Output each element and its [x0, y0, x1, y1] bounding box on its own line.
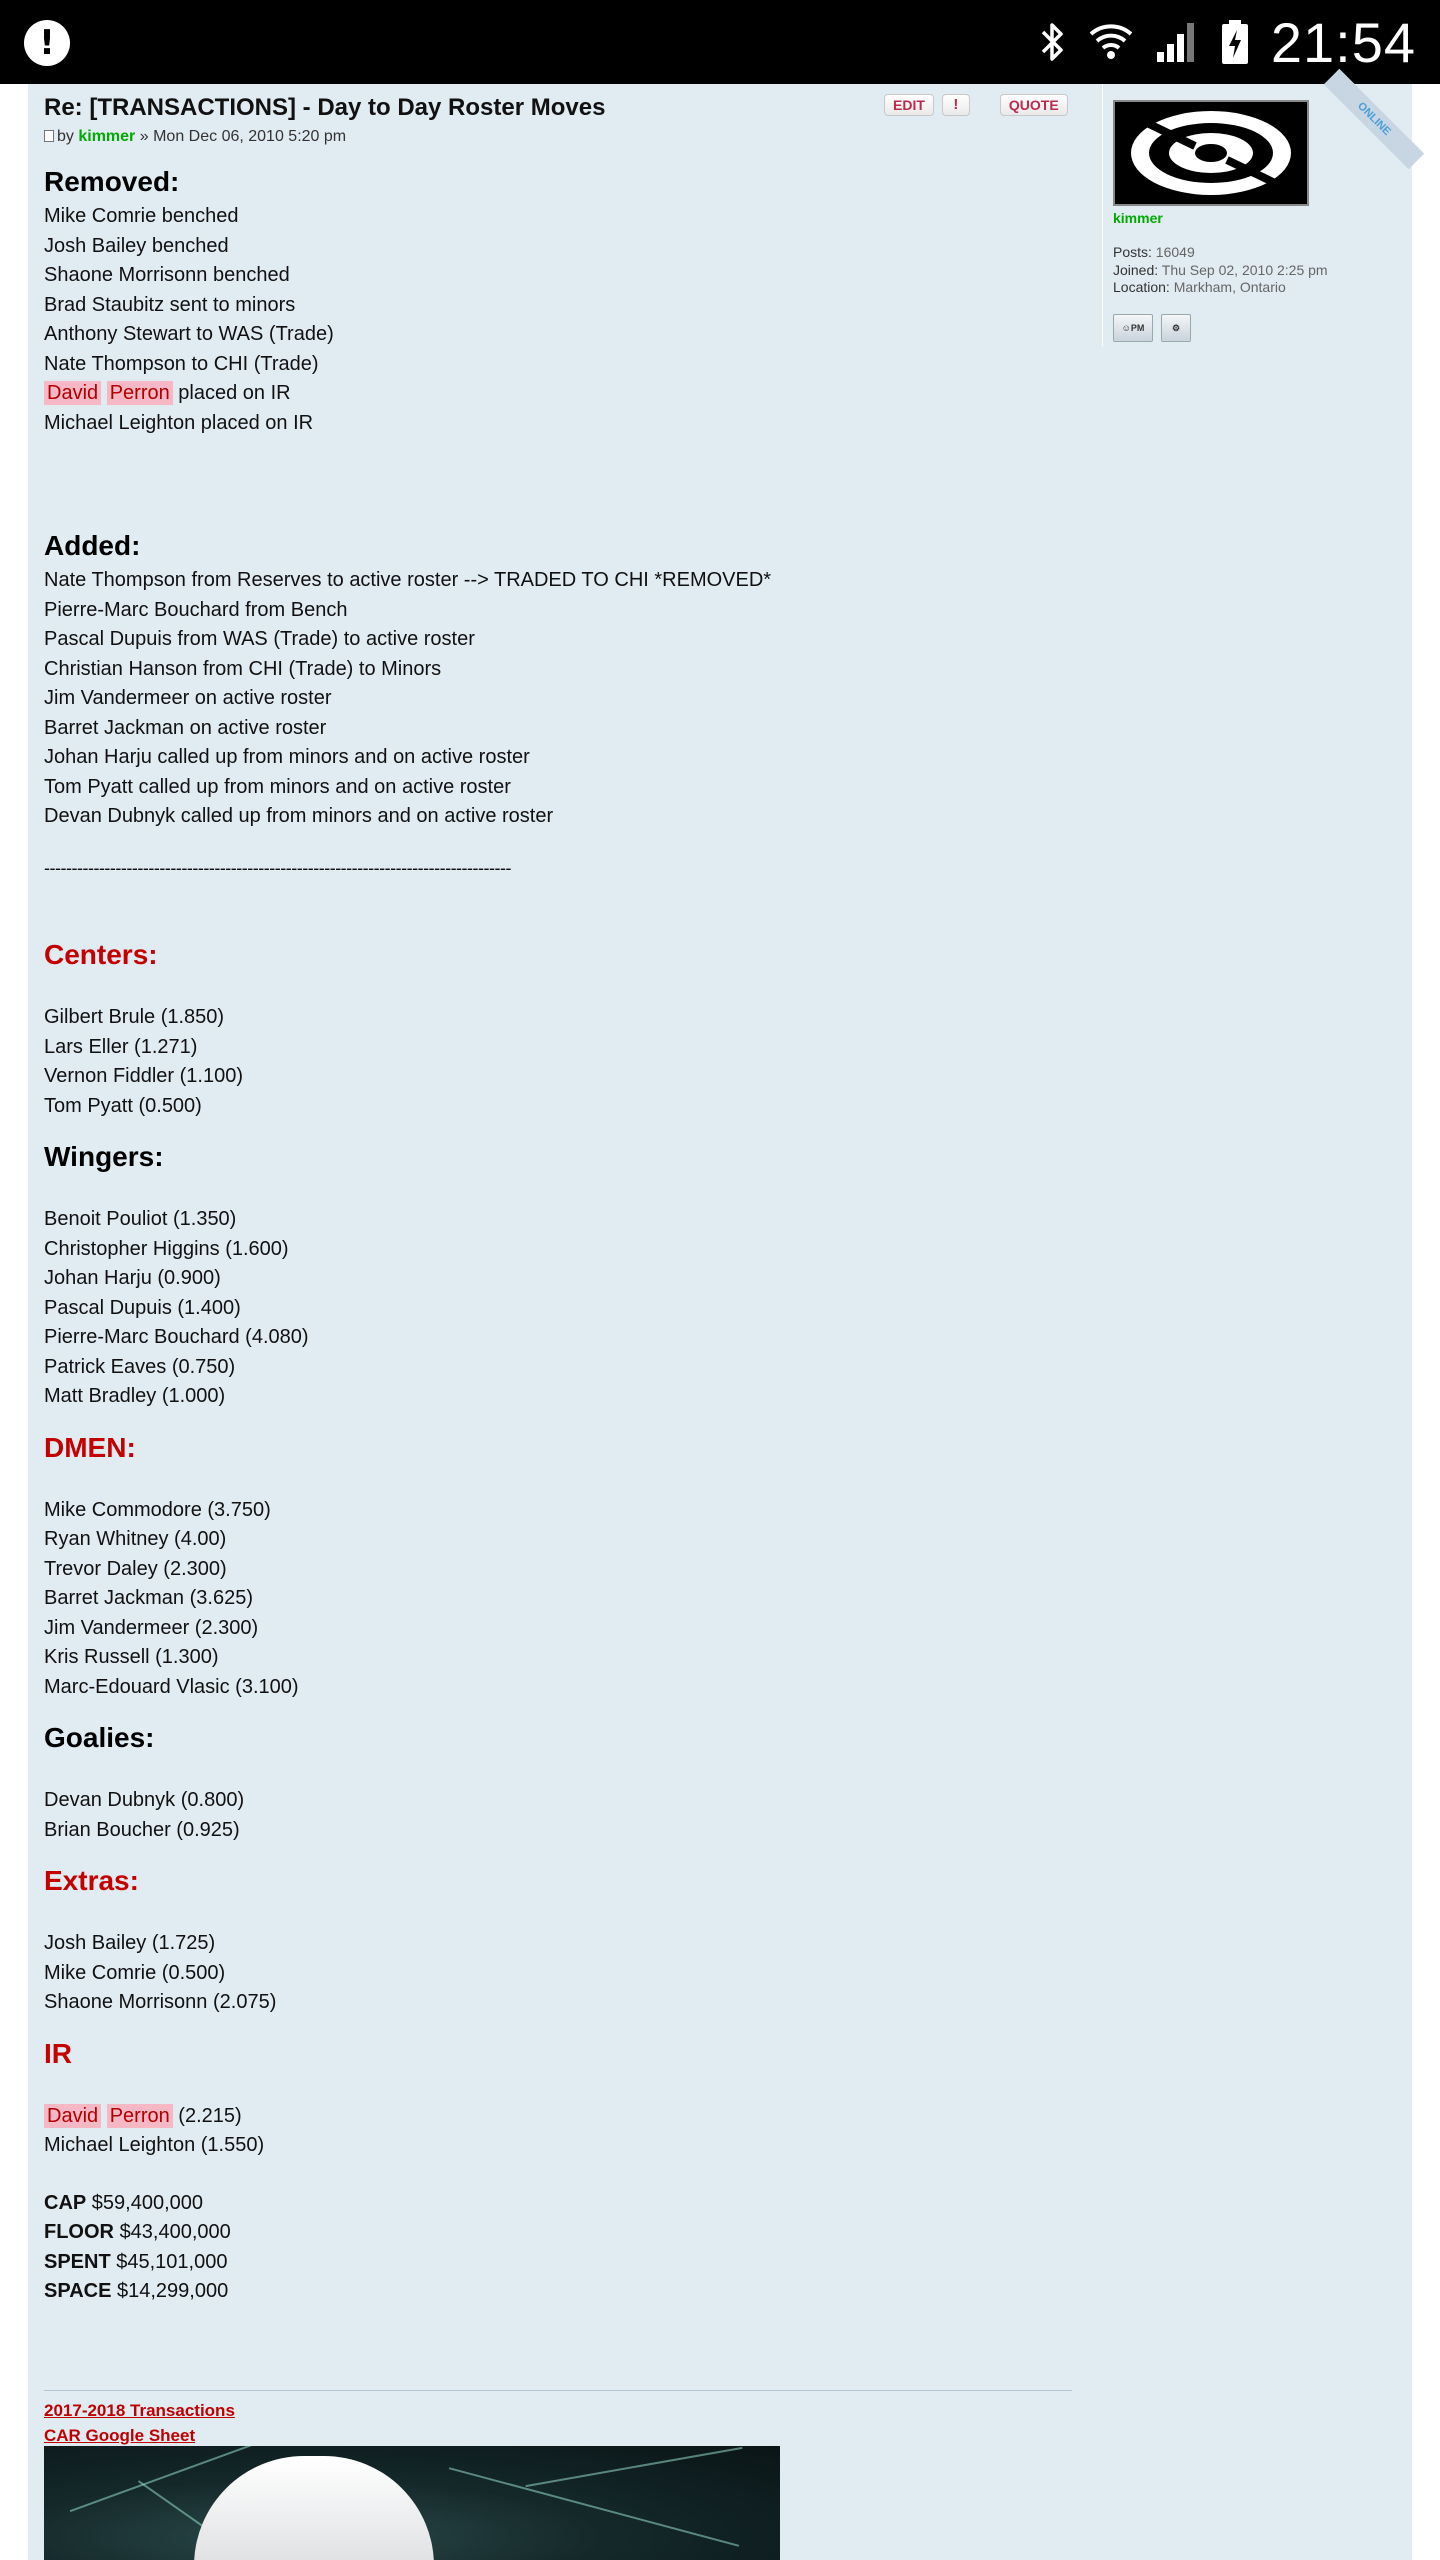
list-item: Brad Staubitz sent to minors — [44, 293, 296, 316]
post-icon[interactable] — [44, 130, 54, 142]
removed-heading: Removed: — [44, 166, 180, 197]
globe-user-icon: ⚙ — [1171, 323, 1181, 333]
added-heading: Added: — [44, 530, 141, 561]
wifi-icon — [1089, 22, 1133, 62]
search-highlight: David — [44, 381, 101, 405]
list-item: Brian Boucher (0.925) — [44, 1818, 240, 1841]
status-bar — [0, 0, 1440, 84]
pm-button[interactable]: ☺PM — [1113, 314, 1153, 342]
list-item: Tom Pyatt called up from minors and on active roster — [44, 775, 511, 798]
profile-username[interactable]: kimmer — [1113, 210, 1163, 226]
search-highlight: Perron — [107, 381, 173, 405]
list-item: Shaone Morrisonn (2.075) — [44, 1991, 277, 2013]
space-line: SPACE $14,299,000 — [44, 2280, 229, 2302]
post-author-link[interactable]: kimmer — [78, 128, 136, 145]
list-item: Johan Harju called up from minors and on active roster — [44, 746, 530, 768]
clock: 21:54 — [1270, 10, 1416, 74]
helmet-graphic — [194, 2456, 434, 2560]
battery-charging-icon — [1221, 18, 1249, 66]
profile-stats: Posts: 16049 Joined: Thu Sep 02, 2010 2:25 pm Location: Markham, Ontario — [1113, 244, 1328, 295]
alert-icon: ! — [24, 20, 70, 66]
transactions-link[interactable]: 2017-2018 Transactions — [44, 2401, 235, 2420]
online-badge: ONLINE — [1324, 69, 1424, 169]
signal-icon — [1155, 20, 1199, 64]
list-item: Christian Hanson from CHI (Trade) to Minors — [44, 657, 442, 680]
list-item: Ryan Whitney (4.00) — [44, 1528, 227, 1550]
list-item: Devan Dubnyk (0.800) — [44, 1789, 245, 1811]
list-item: Mike Comrie benched — [44, 205, 239, 227]
website-button[interactable] — [1161, 314, 1191, 342]
hurricanes-logo-icon — [1115, 102, 1307, 204]
list-item: Trevor Daley (2.300) — [44, 1557, 227, 1580]
list-item: Lars Eller (1.271) — [44, 1035, 198, 1058]
list-item: Patrick Eaves (0.750) — [44, 1355, 236, 1378]
list-item: David Perron (2.215) — [44, 2102, 1100, 2132]
list-item: Mike Commodore (3.750) — [44, 1498, 271, 1521]
list-item: Mike Comrie (0.500) — [44, 1961, 226, 1984]
list-item: Matt Bradley (1.000) — [44, 1385, 226, 1407]
list-item: Johan Harju (0.900) — [44, 1267, 221, 1289]
list-item: Devan Dubnyk called up from minors and on active roster — [44, 805, 554, 827]
signature-image — [44, 2446, 780, 2560]
list-item: Vernon Fiddler (1.100) — [44, 1065, 244, 1087]
user-profile — [1102, 84, 1412, 346]
list-item: Josh Bailey benched — [44, 234, 229, 257]
spent-line: SPENT $45,101,000 — [44, 2250, 228, 2273]
signature-links — [44, 2398, 235, 2448]
search-highlight: David — [44, 2104, 101, 2128]
list-item: Barret Jackman on active roster — [44, 716, 327, 739]
post-title[interactable]: Re: [TRANSACTIONS] - Day to Day Roster Moves — [44, 94, 606, 121]
floor-line: FLOOR $43,400,000 — [44, 2221, 231, 2243]
bluetooth-icon — [1039, 20, 1067, 64]
list-item: Pascal Dupuis from WAS (Trade) to active roster — [44, 628, 475, 650]
status-icons — [1039, 0, 1416, 84]
list-item: Gilbert Brule (1.850) — [44, 1006, 225, 1028]
list-item: Shaone Morrisonn benched — [44, 264, 290, 286]
list-item: Michael Leighton placed on IR — [44, 411, 314, 434]
post-date: Mon Dec 06, 2010 5:20 pm — [153, 128, 347, 145]
edit-button[interactable]: EDIT — [884, 94, 934, 116]
quote-button[interactable]: QUOTE — [1000, 94, 1068, 116]
list-item: Nate Thompson to CHI (Trade) — [44, 352, 319, 375]
dmen-heading: DMEN: — [44, 1431, 136, 1463]
cap-line: CAP $59,400,000 — [44, 2191, 204, 2214]
list-item: Jim Vandermeer (2.300) — [44, 1616, 259, 1639]
wingers-heading: Wingers: — [44, 1141, 164, 1172]
list-item: Pascal Dupuis (1.400) — [44, 1296, 241, 1319]
post-meta: by kimmer » Mon Dec 06, 2010 5:20 pm — [44, 128, 346, 146]
signature-divider — [44, 2390, 1072, 2391]
extras-heading: Extras: — [44, 1865, 139, 1896]
list-item: Pierre-Marc Bouchard (4.080) — [44, 1326, 309, 1348]
list-item: Christopher Higgins (1.600) — [44, 1237, 289, 1260]
list-item: Kris Russell (1.300) — [44, 1646, 219, 1668]
post-buttons — [884, 94, 1068, 116]
list-item: Josh Bailey (1.725) — [44, 1932, 216, 1954]
list-item: Michael Leighton (1.550) — [44, 2134, 265, 2156]
avatar[interactable] — [1113, 100, 1309, 206]
list-item: Marc-Edouard Vlasic (3.100) — [44, 1675, 299, 1698]
list-item: Barret Jackman (3.625) — [44, 1587, 253, 1609]
list-item: Jim Vandermeer on active roster — [44, 687, 332, 709]
list-item: Tom Pyatt (0.500) — [44, 1094, 202, 1117]
list-item: David Perron placed on IR — [44, 379, 1100, 409]
ir-heading: IR — [44, 2037, 72, 2069]
forum-post — [28, 84, 1412, 2560]
goalies-heading: Goalies: — [44, 1722, 155, 1753]
list-item: Benoit Pouliot (1.350) — [44, 1208, 237, 1230]
list-item: Pierre-Marc Bouchard from Bench — [44, 598, 348, 621]
search-highlight: Perron — [107, 2104, 173, 2128]
report-button[interactable]: ! — [942, 94, 970, 116]
user-icon: ☺ — [1121, 323, 1131, 333]
list-item: Nate Thompson from Reserves to active roster --> TRADED TO CHI *REMOVED* — [44, 569, 772, 591]
divider: ------------------------------------------------------------------------------------- — [44, 857, 512, 878]
post-content — [44, 162, 1100, 2307]
list-item: Anthony Stewart to WAS (Trade) — [44, 323, 334, 345]
profile-buttons — [1113, 314, 1191, 342]
centers-heading: Centers: — [44, 939, 158, 970]
google-sheet-link[interactable]: CAR Google Sheet — [44, 2426, 196, 2445]
